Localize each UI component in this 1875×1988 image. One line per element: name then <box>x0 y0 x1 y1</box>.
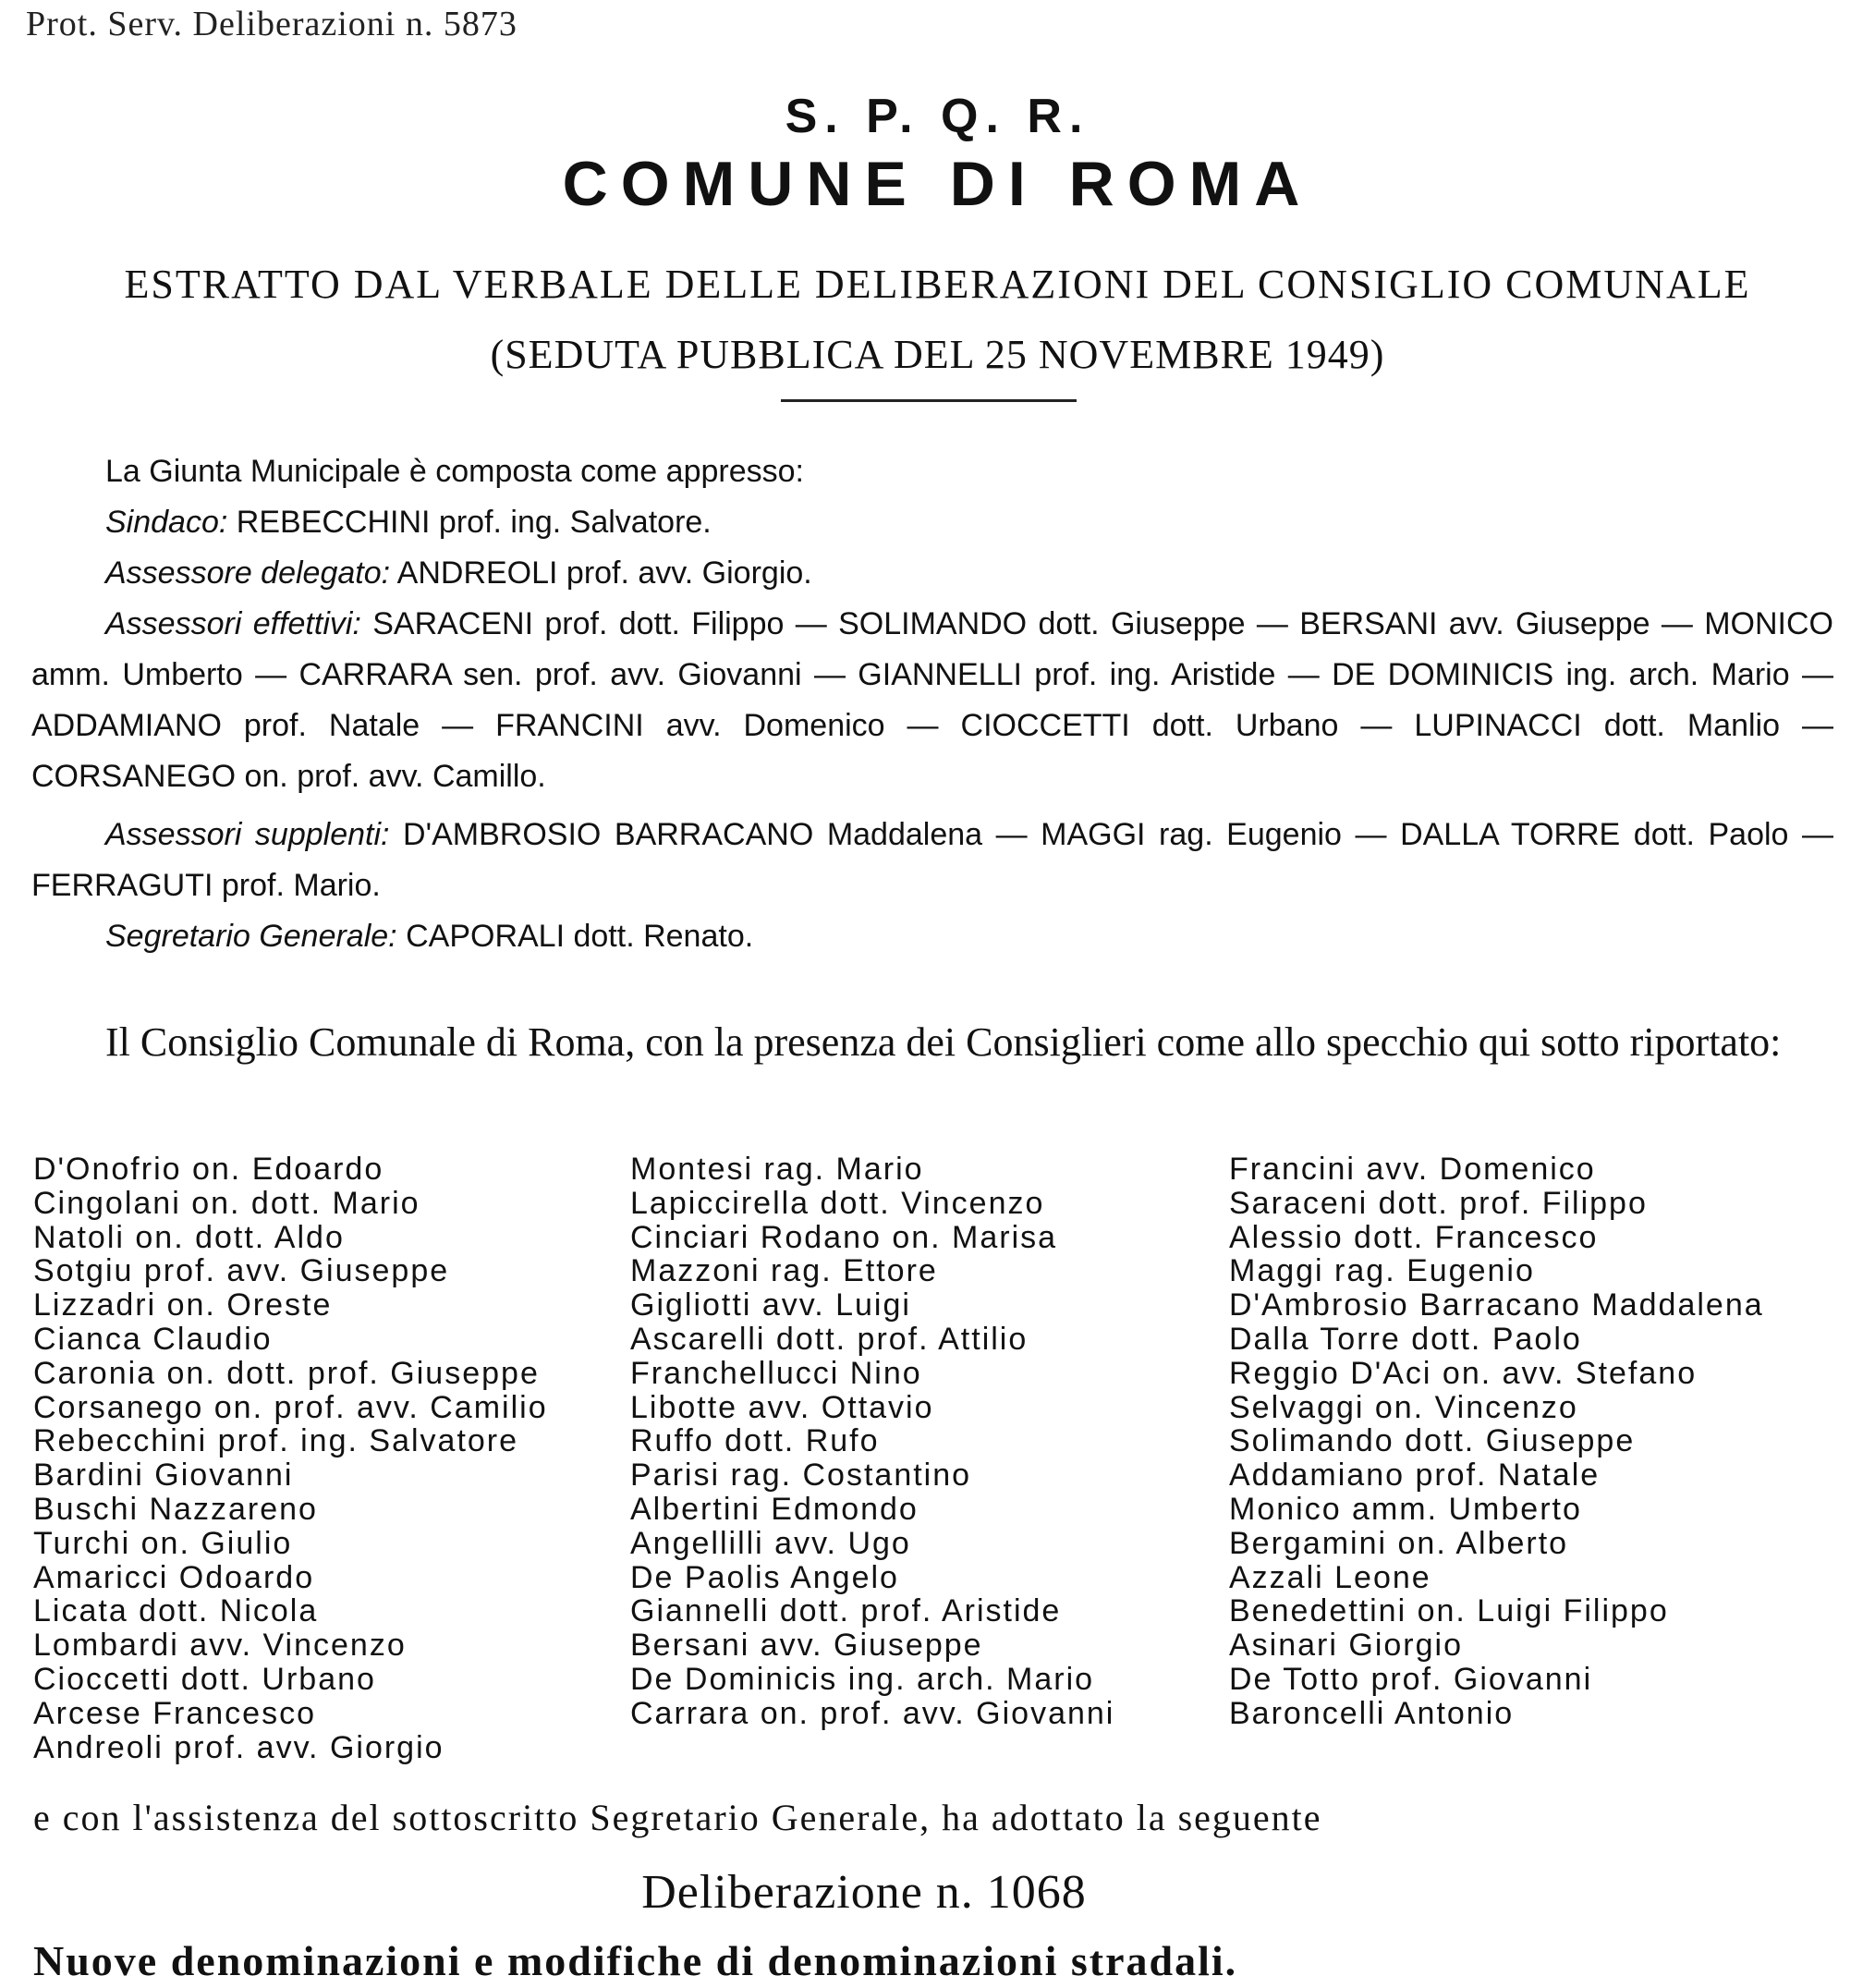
consigliere-name: Solimando dott. Giuseppe <box>1229 1423 1636 1459</box>
consigliere-name: Arcese Francesco <box>33 1695 316 1731</box>
consigliere-name: Lizzadri on. Oreste <box>33 1287 333 1323</box>
consigliere-name: Bergamini on. Alberto <box>1229 1525 1569 1561</box>
consiglieri-column-1 <box>33 1153 548 1764</box>
consigliere-name: Andreoli prof. avv. Giorgio <box>33 1729 444 1765</box>
giunta-intro: La Giunta Municipale è composta come appresso: <box>105 454 804 489</box>
consigliere-name: Ruffo dott. Rufo <box>630 1423 880 1459</box>
estratto-heading: ESTRATTO DAL VERBALE DELLE DELIBERAZIONI DEL CONSIGLIO COMUNALE <box>124 262 1751 307</box>
consigliere-name: Angellilli avv. Ugo <box>630 1525 911 1561</box>
consigliere-name: Albertini Edmondo <box>630 1491 919 1527</box>
consigliere-name: Parisi rag. Costantino <box>630 1457 972 1494</box>
sindaco-line <box>31 497 1833 548</box>
segretario-value: CAPORALI dott. Renato. <box>406 919 754 954</box>
consigliere-name: D'Onofrio on. Edoardo <box>33 1152 384 1187</box>
consigliere-name: Buschi Nazzareno <box>33 1491 318 1527</box>
deliberazione-number: Deliberazione n. 1068 <box>641 1866 1087 1919</box>
consigliere-name: Cinciari Rodano on. Marisa <box>630 1219 1058 1255</box>
consigliere-name: Baroncelli Antonio <box>1229 1695 1515 1731</box>
consigliere-name: Montesi rag. Mario <box>630 1152 924 1187</box>
consigliere-name: Dalla Torre dott. Paolo <box>1229 1321 1582 1357</box>
supplenti-value: D'AMBROSIO BARRACANO Maddalena — MAGGI rag. Eugenio — DALLA TORRE dott. Paolo — FERRAGUTI prof. Mario. <box>31 817 1834 903</box>
delegato-label: Assessore delegato: <box>105 555 391 591</box>
consigliere-name: Ascarelli dott. prof. Attilio <box>630 1321 1029 1357</box>
consigliere-name: Lapiccirella dott. Vincenzo <box>630 1185 1045 1221</box>
consigliere-name: Mazzoni rag. Ettore <box>630 1253 938 1289</box>
consigliere-name: Francini avv. Domenico <box>1229 1152 1596 1187</box>
segretario-line <box>31 911 1833 962</box>
consigliere-name: Bersani avv. Giuseppe <box>630 1628 983 1664</box>
consiglieri-column-2 <box>630 1153 1114 1731</box>
consigliere-name: Libotte avv. Ottavio <box>630 1389 934 1425</box>
consigliere-name: Lombardi avv. Vincenzo <box>33 1628 407 1664</box>
consigliere-name: Reggio D'Aci on. avv. Stefano <box>1229 1355 1698 1391</box>
supplenti-paragraph <box>31 810 1833 911</box>
consiglio-intro: Il Consiglio Comunale di Roma, con la presenza dei Consiglieri come allo specchio qui sotto riportato: <box>105 1019 1782 1065</box>
consigliere-name: Selvaggi on. Vincenzo <box>1229 1389 1578 1425</box>
effettivi-paragraph <box>31 599 1833 802</box>
consigliere-name: Licata dott. Nicola <box>33 1593 319 1629</box>
consigliere-name: Saraceni dott. prof. Filippo <box>1229 1185 1648 1221</box>
consigliere-name: Natoli on. dott. Aldo <box>33 1219 345 1255</box>
delegato-line <box>31 548 1833 599</box>
consigliere-name: Amaricci Odoardo <box>33 1559 315 1595</box>
consigliere-name: Gigliotti avv. Luigi <box>630 1287 911 1323</box>
consigliere-name: Cianca Claudio <box>33 1321 273 1357</box>
segretario-label: Segretario Generale: <box>105 919 397 954</box>
consigliere-name: Sotgiu prof. avv. Giuseppe <box>33 1253 450 1289</box>
consigliere-name: Caronia on. dott. prof. Giuseppe <box>33 1355 540 1391</box>
consigliere-name: Monico amm. Umberto <box>1229 1491 1582 1527</box>
consigliere-name: De Dominicis ing. arch. Mario <box>630 1661 1095 1697</box>
assistenza-line: e con l'assistenza del sottoscritto Segretario Generale, ha adottato la seguente <box>33 1797 1322 1838</box>
delegato-value: ANDREOLI prof. avv. Giorgio. <box>396 555 812 591</box>
consigliere-name: De Totto prof. Giovanni <box>1229 1661 1593 1697</box>
consigliere-name: De Paolis Angelo <box>630 1559 899 1595</box>
consigliere-name: Cingolani on. dott. Mario <box>33 1185 420 1221</box>
effettivi-value: SARACENI prof. dott. Filippo — SOLIMANDO dott. Giuseppe — BERSANI avv. Giuseppe — MONICO amm. Umberto — CARRARA sen. prof. avv. Giovanni — GIANNELLI prof. ing. Aristide — DE DOMINICIS ing. arch. Mario — ADDAMIANO prof. Natale — FRANCINI avv. Domenico — CIOCCETTI dott. Urbano — LUPINACCI dott. Manlio — CORSANEGO on. prof. avv. Camillo. <box>31 606 1833 794</box>
spqr-heading: S. P. Q. R. <box>785 90 1090 143</box>
consigliere-name: Corsanego on. prof. avv. Camilio <box>33 1389 548 1425</box>
supplenti-label: Assessori supplenti: <box>105 817 390 852</box>
effettivi-label: Assessori effettivi: <box>105 606 361 641</box>
comune-title: COMUNE DI ROMA <box>562 149 1313 219</box>
consigliere-name: Addamiano prof. Natale <box>1229 1457 1601 1494</box>
seduta-heading: (SEDUTA PUBBLICA DEL 25 NOVEMBRE 1949) <box>490 332 1385 377</box>
sindaco-label: Sindaco: <box>105 505 228 540</box>
consigliere-name: Turchi on. Giulio <box>33 1525 293 1561</box>
consigliere-name: Azzali Leone <box>1229 1559 1431 1595</box>
giunta-section <box>31 446 1833 962</box>
heading-divider <box>781 399 1077 402</box>
protocol-number: Prot. Serv. Deliberazioni n. 5873 <box>26 5 517 43</box>
consigliere-name: Maggi rag. Eugenio <box>1229 1253 1535 1289</box>
consigliere-name: Asinari Giorgio <box>1229 1628 1463 1664</box>
sindaco-value: REBECCHINI prof. ing. Salvatore. <box>236 505 712 540</box>
consigliere-name: Alessio dott. Francesco <box>1229 1219 1599 1255</box>
consigliere-name: Benedettini on. Luigi Filippo <box>1229 1593 1669 1629</box>
consigliere-name: D'Ambrosio Barracano Maddalena <box>1229 1287 1764 1323</box>
consigliere-name: Giannelli dott. prof. Aristide <box>630 1593 1062 1629</box>
consigliere-name: Carrara on. prof. avv. Giovanni <box>630 1695 1115 1731</box>
consigliere-name: Cioccetti dott. Urbano <box>33 1661 376 1697</box>
consigliere-name: Franchellucci Nino <box>630 1355 922 1391</box>
consigliere-name: Bardini Giovanni <box>33 1457 294 1494</box>
consiglieri-column-3 <box>1229 1153 1764 1731</box>
consigliere-name: Rebecchini prof. ing. Salvatore <box>33 1423 519 1459</box>
deliberazione-subject: Nuove denominazioni e modifiche di denominazioni stradali. <box>33 1937 1238 1984</box>
